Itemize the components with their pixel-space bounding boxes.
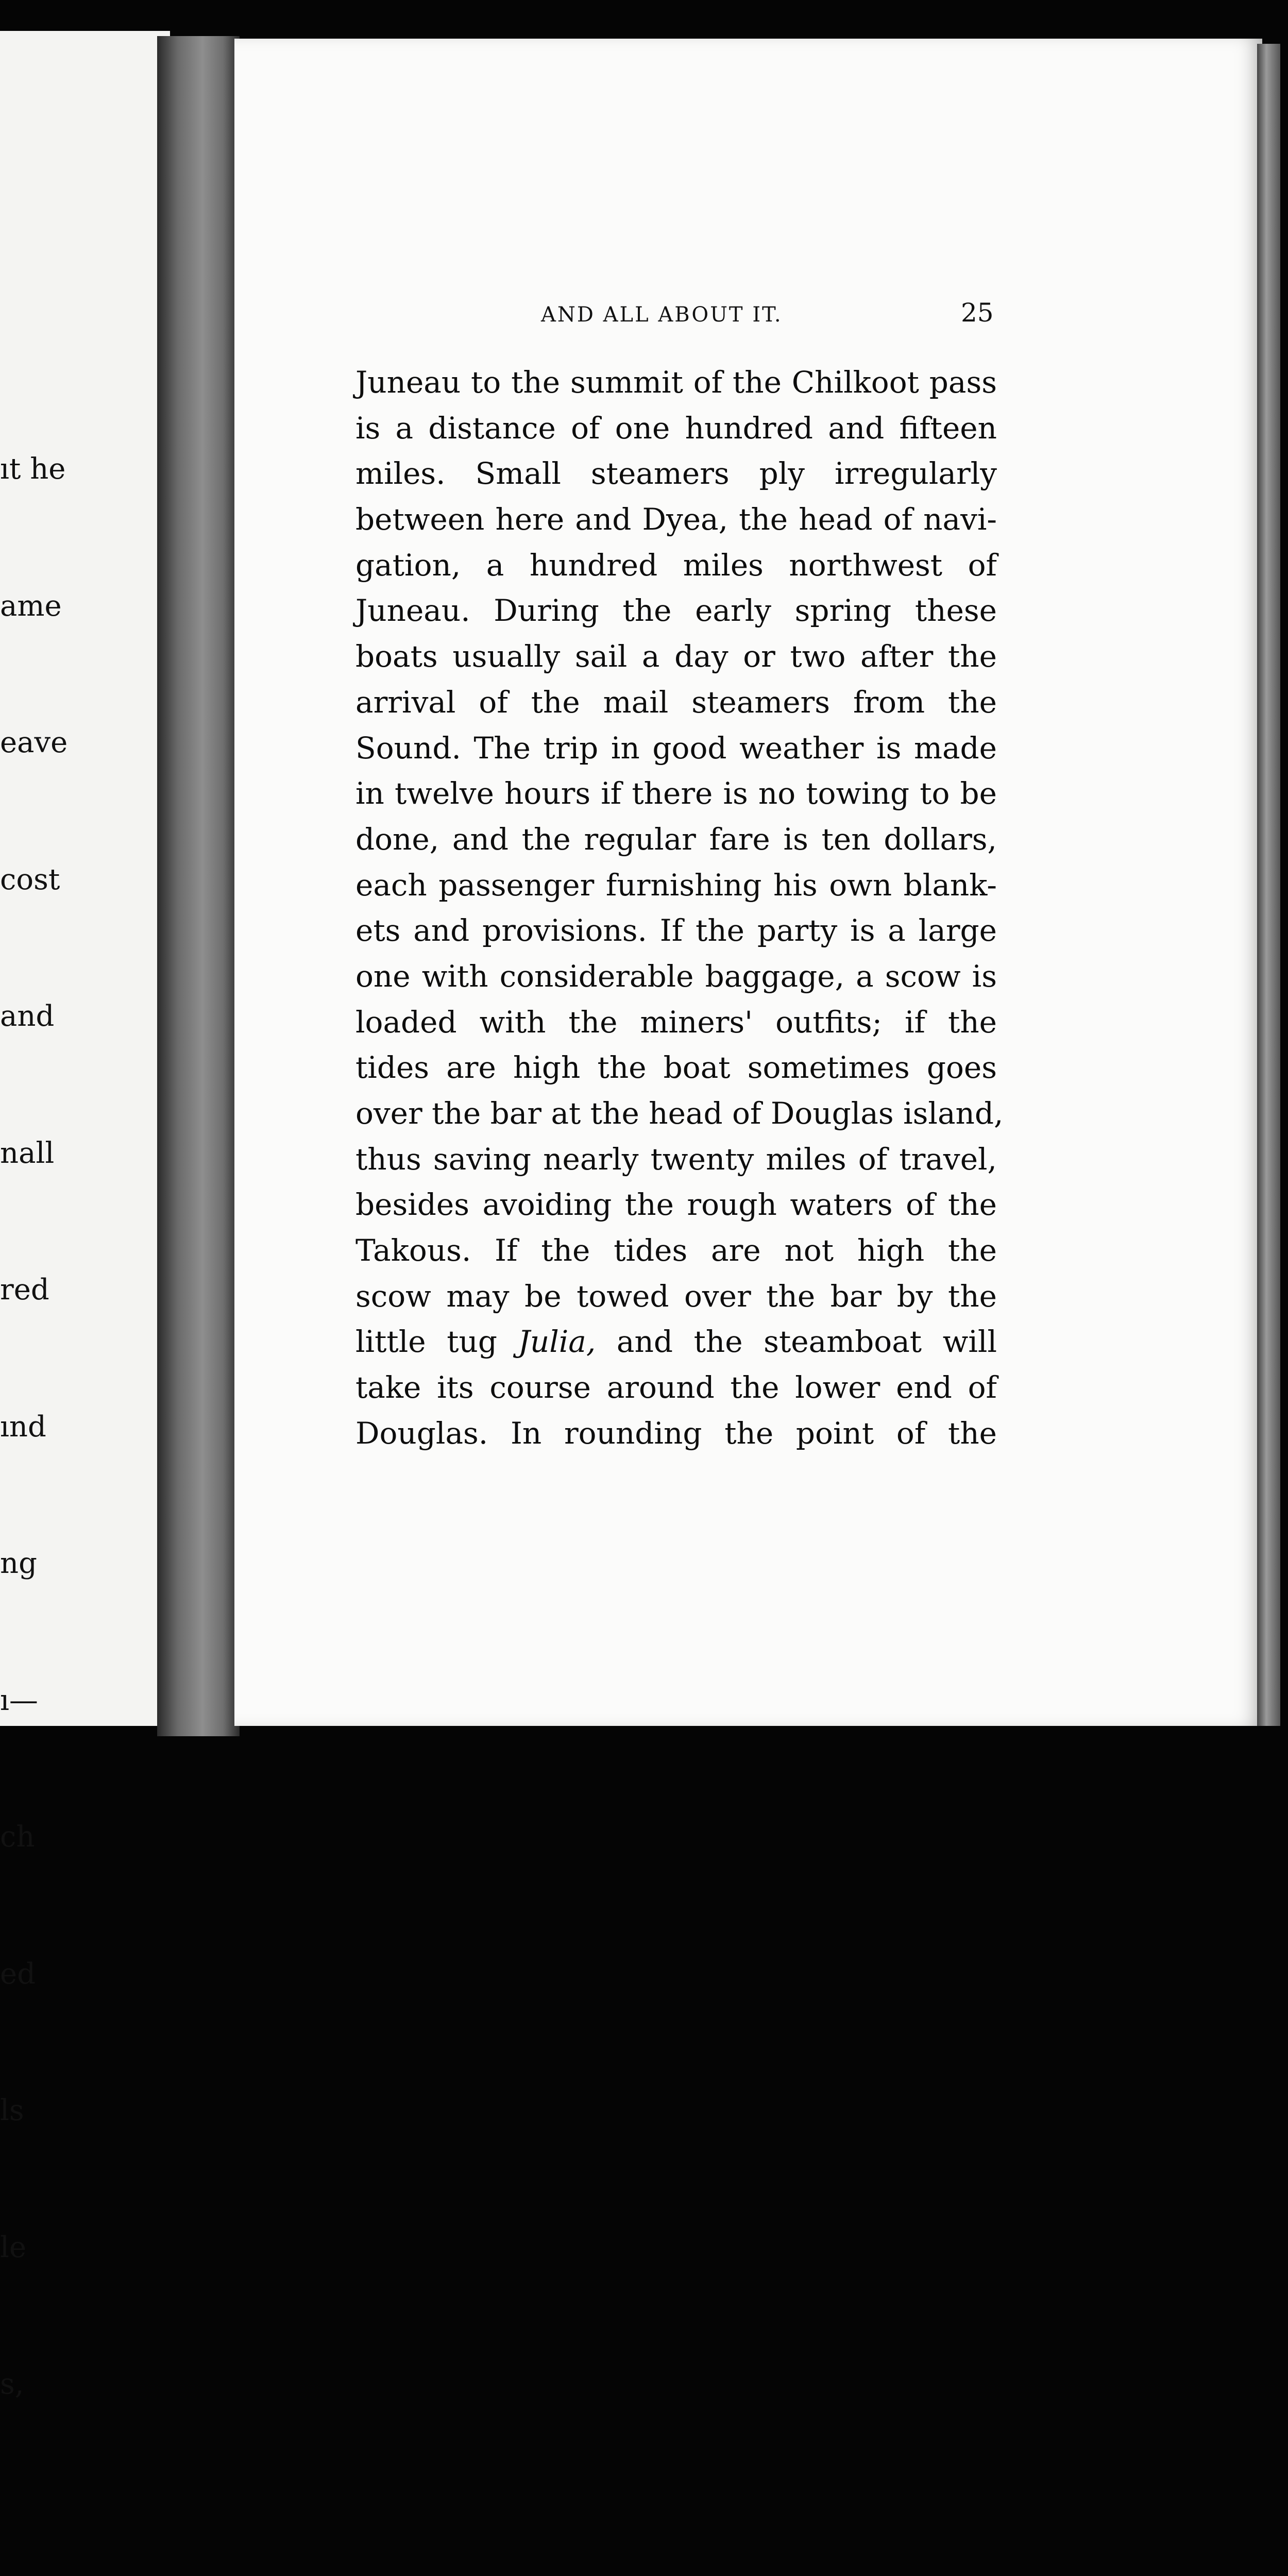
fragment-line: ls — [0, 2094, 24, 2127]
text-line: miles. Small steamers ply irregularly — [355, 456, 997, 492]
fragment-line: le — [0, 2230, 27, 2264]
text-line: Juneau. During the early spring these — [355, 593, 997, 629]
fragment-line: red — [0, 1273, 49, 1307]
fragment-line: ed — [0, 1957, 36, 1991]
fragment-line: s, — [0, 2367, 24, 2401]
running-head: AND ALL ABOUT IT. — [541, 303, 783, 327]
book-gutter-shadow — [157, 36, 240, 1736]
fragment-line: ıt he — [0, 452, 66, 486]
text-line: is a distance of one hundred and fifteen — [355, 410, 997, 446]
text-line: thus saving nearly twenty miles of travel, — [355, 1141, 997, 1177]
text-line: one with considerable baggage, a scow is — [355, 958, 997, 994]
text-line: Juneau to the summit of the Chilkoot pass — [355, 365, 997, 400]
page-edge-shadow — [1257, 44, 1280, 1726]
text-line: take its course around the lower end of — [355, 1370, 997, 1405]
text-line: each passenger furnishing his own blank- — [355, 867, 997, 903]
text-line: arrival of the mail steamers from the — [355, 684, 997, 720]
text-line: scow may be towed over the bar by the — [355, 1278, 997, 1314]
text-segment: and the steamboat will — [596, 1324, 997, 1360]
text-line: tides are high the boat sometimes goes — [355, 1050, 997, 1086]
text-line: done, and the regular fare is ten dollars, — [355, 821, 997, 857]
body-text — [355, 360, 1004, 1456]
vessel-name-italic: Julia, — [518, 1324, 596, 1360]
text-line: boats usually sail a day or two after the — [355, 639, 997, 674]
text-segment: little tug — [355, 1324, 518, 1360]
fragment-line: and — [0, 999, 55, 1033]
text-line: between here and Dyea, the head of navi- — [355, 502, 997, 537]
text-line: besides avoiding the rough waters of the — [355, 1187, 997, 1223]
text-line: in twelve hours if there is no towing to be — [355, 776, 997, 811]
fragment-line: ı— — [0, 1683, 38, 1717]
fragment-line: ame — [0, 589, 62, 623]
text-line: Sound. The trip in good weather is made — [355, 730, 997, 766]
fragment-line — [0, 2499, 88, 2545]
text-line: over the bar at the head of Douglas island, — [355, 1096, 1004, 1131]
text-line-last: Douglas. In rounding the point of the — [355, 1415, 997, 1451]
facing-page-text-fragments — [0, 355, 88, 2576]
page-number: 25 — [961, 298, 994, 328]
fragment-line: eave — [0, 726, 68, 759]
fragment-line: cost — [0, 862, 60, 896]
fragment-line: ınd — [0, 1410, 46, 1444]
text-line: ets and provisions. If the party is a large — [355, 913, 997, 948]
fragment-line: nall — [0, 1136, 55, 1170]
text-line: Takous. If the tides are not high the — [355, 1233, 997, 1268]
text-line: loaded with the miners' outfits; if the — [355, 1004, 997, 1040]
text-line: gation, a hundred miles northwest of — [355, 547, 997, 583]
fragment-line: ch — [0, 1820, 35, 1854]
text-line-julia — [355, 1319, 997, 1365]
fragment-line: ng — [0, 1547, 37, 1580]
